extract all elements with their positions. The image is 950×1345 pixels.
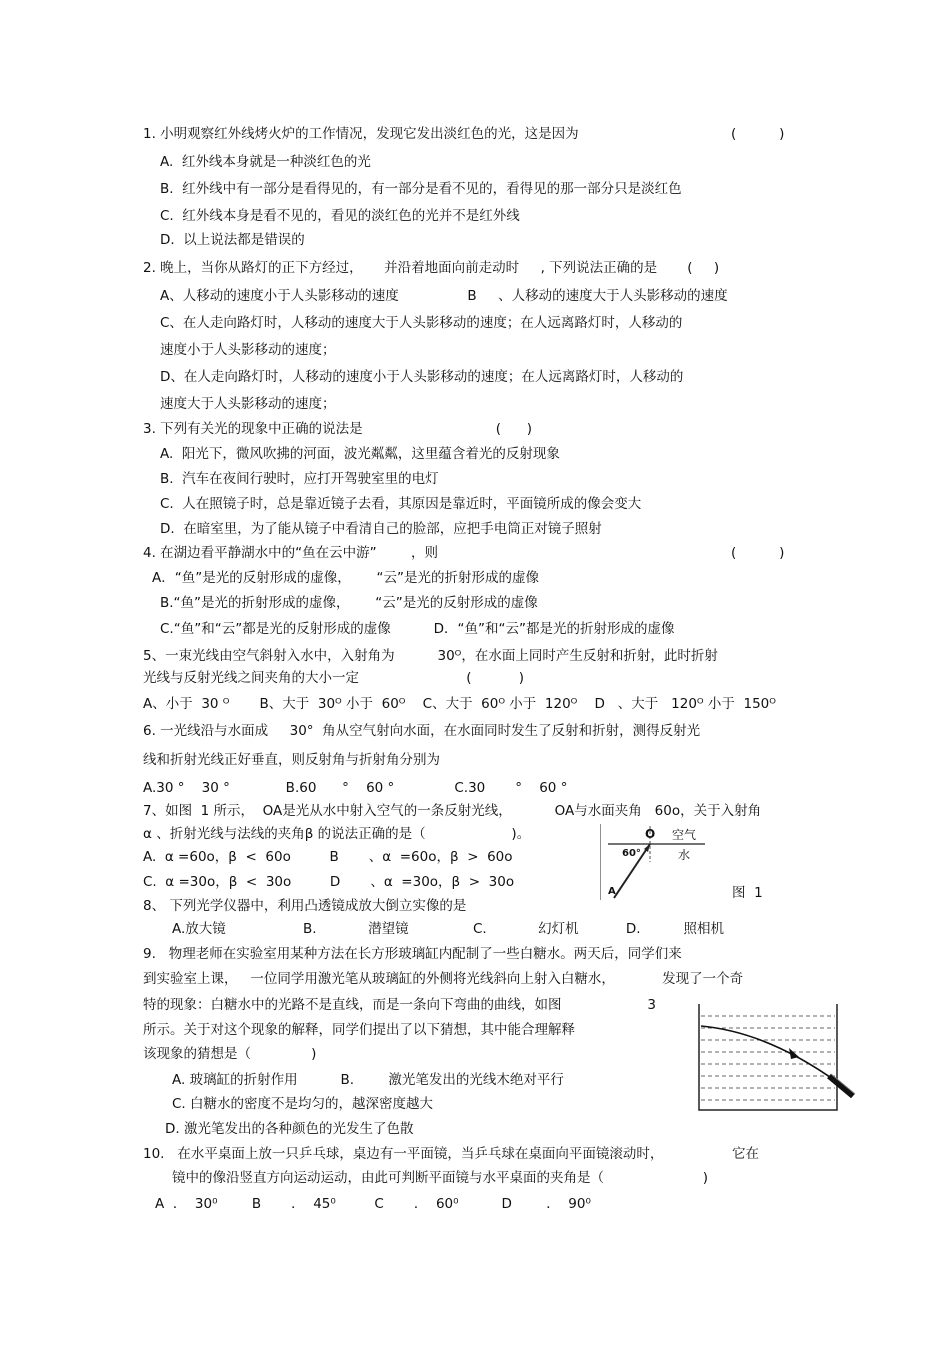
text-line: C.“鱼”和“云”都是光的反射形成的虚像 D．“鱼”和“云”都是光的折射形成的虚像 [160, 621, 675, 637]
figure-1-caption: 图 1 [732, 885, 763, 901]
figure-1-diagram [600, 824, 710, 900]
text-line: C、在人走向路灯时，人移动的速度大于人头影移动的速度；在人远离路灯时，人移动的 [160, 315, 683, 331]
text-line: 1. 小明观察红外线烤火炉的工作情况，发现它发出淡红色的光，这是因为 [143, 126, 579, 142]
text-line: C. α =30o，β < 30o D 、α =30o，β > 30o [143, 874, 515, 890]
text-line: A．“鱼”是光的反射形成的虚像， “云”是光的折射形成的虚像 [152, 570, 539, 586]
text-line: 2. 晚上，当你从路灯的正下方经过， 并沿着地面向前走动时 , 下列说法正确的是 ( ) [143, 260, 720, 276]
text-line: 3. 下列有关光的现象中正确的说法是 ( ) [143, 421, 532, 437]
text-line: D. 激光笔发出的各种颜色的光发生了色散 [165, 1121, 414, 1137]
text-line: A. α =60o，β < 60o B 、α =60o，β > 60o [143, 849, 513, 865]
figure-3-diagram [697, 1002, 857, 1112]
text-line: 速度大于人头影移动的速度； [160, 396, 336, 412]
text-line: A. 阳光下，微风吹拂的河面，波光粼粼，这里蕴含着光的反射现象 [160, 446, 560, 462]
text-line: C. 人在照镜子时，总是靠近镜子去看，其原因是靠近时，平面镜所成的像会变大 [160, 496, 642, 512]
text-line: 10. 在水平桌面上放一只乒乓球，桌边有一平面镜，当乒乓球在桌面向平面镜滚动时， 它在 [143, 1146, 760, 1162]
text-line: 线和折射光线正好垂直，则反射角与折射角分别为 [143, 752, 440, 768]
text-line: 该现象的猜想是（ ) [143, 1046, 317, 1062]
text-line: 4. 在湖边看平静湖水中的“鱼在云中游” ，则 [143, 545, 438, 561]
text-line: 9. 物理老师在实验室用某种方法在长方形玻璃缸内配制了一些白糖水。两天后，同学们来 [143, 946, 682, 962]
text-line: 8、 下列光学仪器中，利用凸透镜成放大倒立实像的是 [143, 898, 467, 914]
text-line: A. 红外线本身就是一种淡红色的光 [160, 154, 371, 170]
fig1-label-a: A [608, 886, 616, 897]
text-line: B. 汽车在夜间行驶时，应打开驾驶室里的电灯 [160, 471, 439, 487]
text-line: A、小于 30 ᴼ B、大于 30ᴼ 小于 60ᴼ C、大于 60ᴼ 小于 120ᴼ D 、大于 120ᴼ 小于 150ᴼ [143, 696, 776, 712]
fig1-label-o: O [645, 827, 656, 841]
text-line: B.“鱼”是光的折射形成的虚像， “云”是光的反射形成的虚像 [160, 595, 538, 611]
text-line: ( ) [731, 545, 785, 561]
text-line: C. 白糖水的密度不是均匀的，越深密度越大 [172, 1096, 434, 1112]
text-line: 速度小于人头影移动的速度； [160, 342, 336, 358]
text-line: α 、折射光线与法线的夹角β 的说法正确的是（ )。 [143, 826, 531, 842]
text-line: D. 以上说法都是错误的 [160, 232, 305, 248]
text-line: 5、一束光线由空气斜射入水中，入射角为 30ᴼ，在水面上同时产生反射和折射，此时折射 [143, 648, 718, 664]
glass-tank-laser-icon [697, 1002, 857, 1112]
text-line: A. 玻璃缸的折射作用 B. 激光笔发出的光线木绝对平行 [172, 1072, 564, 1088]
text-line: A.30 ° 30 ° B.60 ° 60 ° C.30 ° 60 ° [143, 780, 568, 796]
text-line: 镜中的像沿竖直方向运动运动，由此可判断平面镜与水平桌面的夹角是（ ) [172, 1170, 708, 1186]
text-line: 到实验室上课， 一位同学用激光笔从玻璃缸的外侧将光线斜向上射入白糖水， 发现了一个奇 [143, 971, 744, 987]
text-line: C. 红外线本身是看不见的，看见的淡红色的光并不是红外线 [160, 208, 520, 224]
text-line: A ． 30⁰ B ． 45⁰ C ． 60⁰ D ． 90⁰ [155, 1196, 591, 1212]
fig1-label-angle: 60° [622, 848, 641, 859]
text-line: B. 红外线中有一部分是看得见的，有一部分是看不见的，看得见的那一部分只是淡红色 [160, 181, 682, 197]
fig1-label-water: 水 [678, 848, 691, 862]
text-line: 6. 一光线沿与水面成 30° 角从空气射向水面，在水面同时发生了反射和折射，测得反射光 [143, 723, 701, 739]
text-line: 特的现象：白糖水中的光路不是直线，而是一条向下弯曲的曲线，如图 3 [143, 997, 656, 1013]
text-line: D. 在暗室里，为了能从镜子中看清自己的脸部，应把手电筒正对镜子照射 [160, 521, 602, 537]
text-line: ( ) [731, 126, 785, 142]
fig1-label-air: 空气 [672, 828, 697, 842]
text-line: 所示。关于对这个现象的解释，同学们提出了以下猜想，其中能合理解释 [143, 1022, 575, 1038]
text-line: A、人移动的速度小于人头影移动的速度 B 、人移动的速度大于人头影移动的速度 [160, 288, 728, 304]
text-line: A.放大镜 B. 潜望镜 C. 幻灯机 D. 照相机 [172, 921, 724, 937]
text-line: D、在人走向路灯时，人移动的速度小于人头影移动的速度；在人远离路灯时，人移动的 [160, 369, 684, 385]
text-line: 光线与反射光线之间夹角的大小一定 ( ) [143, 670, 525, 686]
text-line: 7、如图 1 所示， OA是光从水中射入空气的一条反射光线， OA与水面夹角 60o，关于入射角 [143, 803, 762, 819]
